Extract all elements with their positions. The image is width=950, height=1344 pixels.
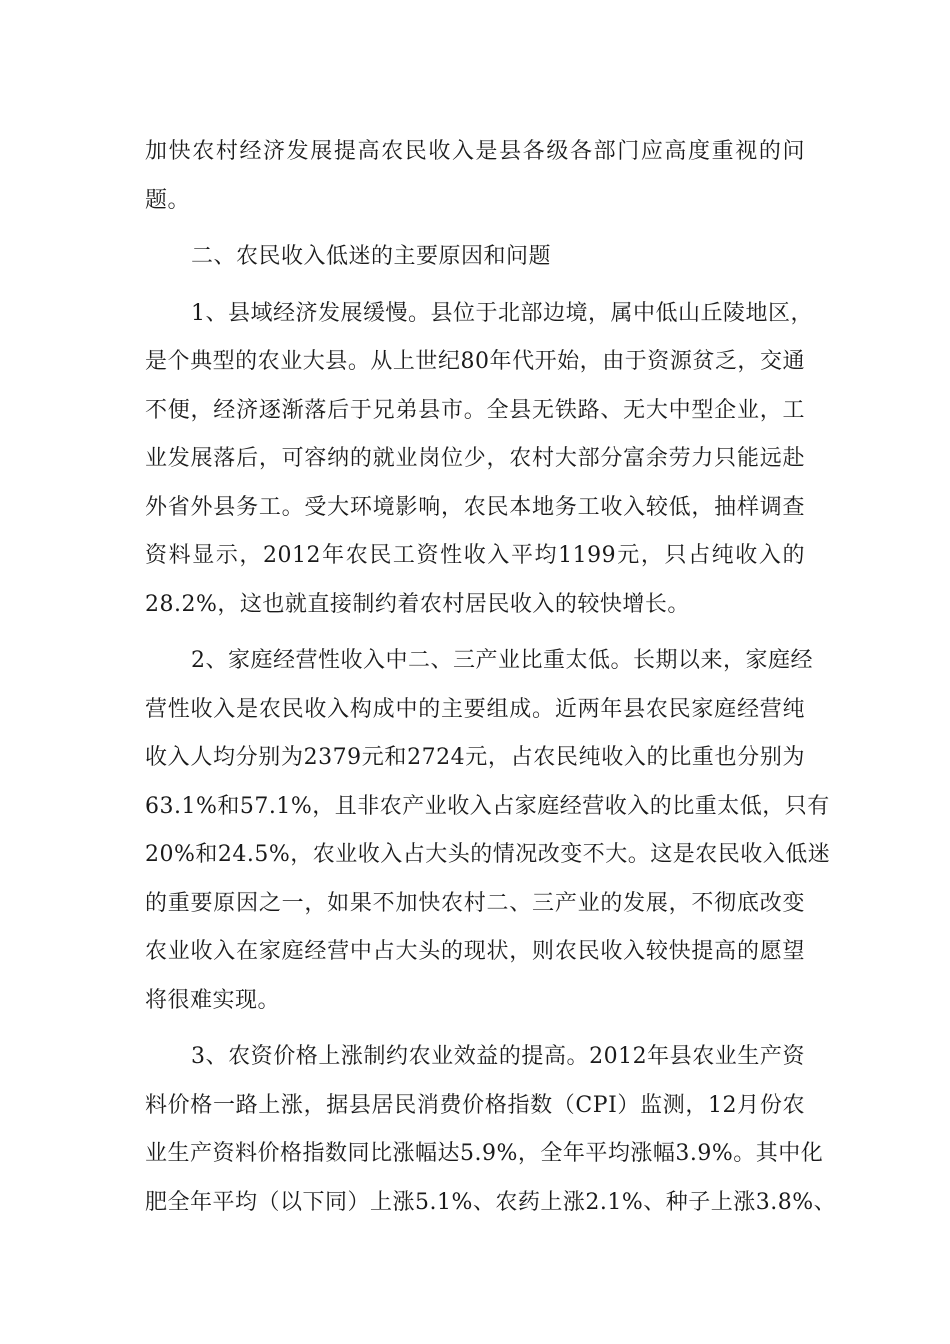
text-line: 业生产资料价格指数同比涨幅达5.9%，全年平均涨幅3.9%。其中化 <box>145 1141 824 1166</box>
text-line: 加快农村经济发展提高农民收入是县各级各部门应高度重视的问 <box>145 139 805 164</box>
text-line: 3、农资价格上涨制约农业效益的提高。2012年县农业生产资 <box>191 1044 805 1069</box>
text-line: 业发展落后，可容纳的就业岗位少，农村大部分富余劳力只能远赴 <box>145 446 805 471</box>
document-body <box>145 128 837 1227</box>
text-line: 20%和24.5%，农业收入占大头的情况改变不大。这是农民收入低迷 <box>145 842 831 867</box>
text-line: 将很难实现。 <box>145 987 281 1013</box>
text-line: 2、家庭经营性收入中二、三产业比重太低。长期以来，家庭经 <box>191 648 813 673</box>
text-line: 28.2%，这也就直接制约着农村居民收入的较快增长。 <box>145 591 690 617</box>
text-line: 营性收入是农民收入构成中的主要组成。近两年县农民家庭经营纯 <box>145 696 805 722</box>
text-line: 是个典型的农业大县。从上世纪80年代开始，由于资源贫乏，交通 <box>145 349 805 374</box>
text-line: 的重要原因之一，如果不加快农村二、三产业的发展，不彻底改变 <box>145 890 805 916</box>
text-line: 不便，经济逐渐落后于兄弟县市。全县无铁路、无大中型企业，工 <box>145 397 805 423</box>
text-line: 料价格一路上涨，据县居民消费价格指数（CPI）监测，12月份农 <box>145 1092 805 1118</box>
text-line: 肥全年平均（以下同）上涨5.1%、农药上涨2.1%、种子上涨3.8%、 <box>145 1189 837 1215</box>
text-line: 外省外县务工。受大环境影响，农民本地务工收入较低，抽样调查 <box>145 494 805 520</box>
text-line: 收入人均分别为2379元和2724元，占农民纯收入的比重也分别为 <box>145 745 805 770</box>
text-line: 1、县域经济发展缓慢。县位于北部边境，属中低山丘陵地区， <box>191 300 813 326</box>
text-line: 题。 <box>145 187 191 213</box>
text-line: 农业收入在家庭经营中占大头的现状，则农民收入较快提高的愿望 <box>145 939 805 964</box>
text-line: 资料显示，2012年农民工资性收入平均1199元，只占纯收入的 <box>145 543 805 568</box>
section-heading: 二、农民收入低迷的主要原因和问题 <box>191 244 552 269</box>
text-line: 63.1%和57.1%，且非农产业收入占家庭经营收入的比重太低，只有 <box>145 793 830 819</box>
